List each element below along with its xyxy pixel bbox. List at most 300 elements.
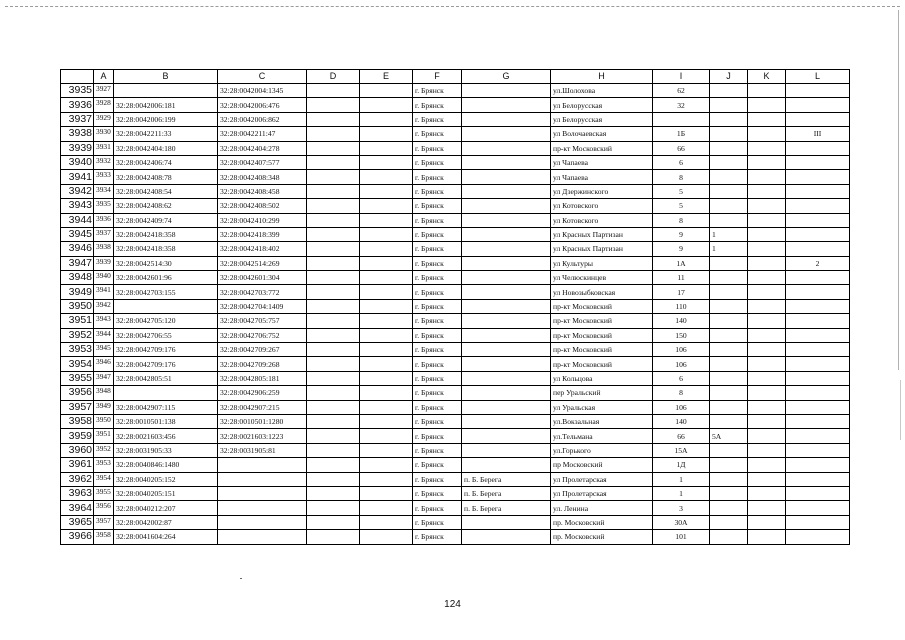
- cell-h[interactable]: ул Дзержинского: [551, 184, 653, 198]
- cell-e[interactable]: [360, 515, 413, 529]
- row-number[interactable]: 3939: [61, 141, 94, 155]
- cell-c[interactable]: 32:28:0042004:1345: [218, 84, 307, 98]
- cell-e[interactable]: [360, 155, 413, 169]
- cell-h[interactable]: ул Котовского: [551, 213, 653, 227]
- cell-c[interactable]: [218, 501, 307, 515]
- cell-l[interactable]: [786, 84, 850, 98]
- cell-b[interactable]: 32:28:0042406:74: [114, 155, 218, 169]
- column-header-f[interactable]: F: [413, 70, 462, 84]
- cell-b[interactable]: 32:28:0021603:456: [114, 429, 218, 443]
- cell-j[interactable]: [710, 371, 748, 385]
- cell-l[interactable]: [786, 414, 850, 428]
- cell-l[interactable]: [786, 98, 850, 112]
- cell-i[interactable]: 1Б: [653, 127, 710, 141]
- cell-i[interactable]: 1: [653, 486, 710, 500]
- column-header-b[interactable]: B: [114, 70, 218, 84]
- cell-g[interactable]: [462, 357, 551, 371]
- cell-b[interactable]: 32:28:0042408:54: [114, 184, 218, 198]
- row-number[interactable]: 3937: [61, 112, 94, 126]
- cell-l[interactable]: [786, 271, 850, 285]
- cell-g[interactable]: [462, 443, 551, 457]
- cell-f[interactable]: г. Брянск: [413, 371, 462, 385]
- cell-b[interactable]: 32:28:0042514:30: [114, 256, 218, 270]
- cell-g[interactable]: [462, 127, 551, 141]
- cell-g[interactable]: п. Б. Берега: [462, 486, 551, 500]
- cell-e[interactable]: [360, 328, 413, 342]
- cell-a[interactable]: 3929: [94, 112, 114, 126]
- cell-d[interactable]: [307, 414, 360, 428]
- cell-e[interactable]: [360, 170, 413, 184]
- cell-f[interactable]: г. Брянск: [413, 343, 462, 357]
- cell-b[interactable]: 32:28:0042408:78: [114, 170, 218, 184]
- row-number[interactable]: 3947: [61, 256, 94, 270]
- cell-l[interactable]: [786, 112, 850, 126]
- cell-h[interactable]: ул Кольцова: [551, 371, 653, 385]
- cell-k[interactable]: [748, 472, 786, 486]
- cell-a[interactable]: 3944: [94, 328, 114, 342]
- cell-g[interactable]: п. Б. Берега: [462, 472, 551, 486]
- cell-a[interactable]: 3936: [94, 213, 114, 227]
- cell-g[interactable]: [462, 213, 551, 227]
- cell-i[interactable]: 3: [653, 501, 710, 515]
- row-number[interactable]: 3950: [61, 299, 94, 313]
- cell-c[interactable]: 32:28:0031905:81: [218, 443, 307, 457]
- cell-k[interactable]: [748, 256, 786, 270]
- cell-h[interactable]: пр-кт Московский: [551, 328, 653, 342]
- cell-c[interactable]: 32:28:0042703:772: [218, 285, 307, 299]
- cell-i[interactable]: 66: [653, 429, 710, 443]
- cell-k[interactable]: [748, 414, 786, 428]
- cell-f[interactable]: г. Брянск: [413, 299, 462, 313]
- column-header-l[interactable]: L: [786, 70, 850, 84]
- cell-d[interactable]: [307, 271, 360, 285]
- cell-j[interactable]: [710, 112, 748, 126]
- cell-l[interactable]: [786, 328, 850, 342]
- cell-d[interactable]: [307, 515, 360, 529]
- cell-e[interactable]: [360, 371, 413, 385]
- cell-k[interactable]: [748, 530, 786, 544]
- cell-j[interactable]: [710, 314, 748, 328]
- cell-l[interactable]: [786, 371, 850, 385]
- cell-g[interactable]: [462, 343, 551, 357]
- cell-h[interactable]: ул. Ленина: [551, 501, 653, 515]
- cell-c[interactable]: [218, 515, 307, 529]
- cell-f[interactable]: г. Брянск: [413, 515, 462, 529]
- cell-e[interactable]: [360, 314, 413, 328]
- cell-h[interactable]: ул Уральская: [551, 400, 653, 414]
- cell-b[interactable]: 32:28:0040205:151: [114, 486, 218, 500]
- row-number[interactable]: 3938: [61, 127, 94, 141]
- cell-f[interactable]: г. Брянск: [413, 429, 462, 443]
- cell-l[interactable]: [786, 199, 850, 213]
- cell-g[interactable]: [462, 458, 551, 472]
- cell-e[interactable]: [360, 213, 413, 227]
- cell-j[interactable]: [710, 343, 748, 357]
- cell-d[interactable]: [307, 242, 360, 256]
- cell-j[interactable]: [710, 458, 748, 472]
- cell-b[interactable]: 32:28:0042211:33: [114, 127, 218, 141]
- cell-e[interactable]: [360, 199, 413, 213]
- cell-g[interactable]: [462, 314, 551, 328]
- cell-h[interactable]: ул.Тельмана: [551, 429, 653, 443]
- cell-e[interactable]: [360, 299, 413, 313]
- cell-l[interactable]: [786, 155, 850, 169]
- cell-g[interactable]: [462, 256, 551, 270]
- cell-f[interactable]: г. Брянск: [413, 486, 462, 500]
- row-number[interactable]: 3962: [61, 472, 94, 486]
- cell-j[interactable]: [710, 127, 748, 141]
- cell-j[interactable]: [710, 199, 748, 213]
- row-number[interactable]: 3964: [61, 501, 94, 515]
- cell-j[interactable]: 1: [710, 227, 748, 241]
- cell-a[interactable]: 3951: [94, 429, 114, 443]
- cell-k[interactable]: [748, 84, 786, 98]
- cell-h[interactable]: пр-кт Московский: [551, 357, 653, 371]
- cell-d[interactable]: [307, 429, 360, 443]
- cell-d[interactable]: [307, 343, 360, 357]
- cell-f[interactable]: г. Брянск: [413, 199, 462, 213]
- cell-e[interactable]: [360, 530, 413, 544]
- cell-h[interactable]: ул.Шолохова: [551, 84, 653, 98]
- cell-h[interactable]: пр-кт Московский: [551, 141, 653, 155]
- cell-d[interactable]: [307, 328, 360, 342]
- cell-f[interactable]: г. Брянск: [413, 314, 462, 328]
- cell-a[interactable]: 3947: [94, 371, 114, 385]
- cell-a[interactable]: 3932: [94, 155, 114, 169]
- cell-f[interactable]: г. Брянск: [413, 184, 462, 198]
- cell-i[interactable]: [653, 112, 710, 126]
- cell-j[interactable]: 1: [710, 242, 748, 256]
- cell-e[interactable]: [360, 112, 413, 126]
- cell-h[interactable]: пр-кт Московский: [551, 314, 653, 328]
- cell-h[interactable]: ул Челюскинцев: [551, 271, 653, 285]
- cell-k[interactable]: [748, 501, 786, 515]
- cell-k[interactable]: [748, 299, 786, 313]
- cell-b[interactable]: 32:28:0042601:96: [114, 271, 218, 285]
- column-header-j[interactable]: J: [710, 70, 748, 84]
- cell-b[interactable]: 32:28:0042404:180: [114, 141, 218, 155]
- cell-a[interactable]: 3946: [94, 357, 114, 371]
- cell-k[interactable]: [748, 242, 786, 256]
- cell-b[interactable]: 32:28:0041604:264: [114, 530, 218, 544]
- cell-c[interactable]: 32:28:0010501:1280: [218, 414, 307, 428]
- cell-l[interactable]: [786, 213, 850, 227]
- cell-c[interactable]: 32:28:0042709:267: [218, 343, 307, 357]
- cell-c[interactable]: 32:28:0042410:299: [218, 213, 307, 227]
- cell-a[interactable]: 3956: [94, 501, 114, 515]
- cell-i[interactable]: 32: [653, 98, 710, 112]
- cell-k[interactable]: [748, 515, 786, 529]
- cell-l[interactable]: [786, 443, 850, 457]
- cell-l[interactable]: [786, 429, 850, 443]
- cell-f[interactable]: г. Брянск: [413, 112, 462, 126]
- cell-i[interactable]: 9: [653, 227, 710, 241]
- cell-j[interactable]: [710, 84, 748, 98]
- column-header-e[interactable]: E: [360, 70, 413, 84]
- cell-b[interactable]: 32:28:0042705:120: [114, 314, 218, 328]
- row-number[interactable]: 3946: [61, 242, 94, 256]
- cell-f[interactable]: г. Брянск: [413, 386, 462, 400]
- cell-i[interactable]: 101: [653, 530, 710, 544]
- cell-e[interactable]: [360, 227, 413, 241]
- cell-k[interactable]: [748, 213, 786, 227]
- cell-k[interactable]: [748, 328, 786, 342]
- cell-a[interactable]: 3957: [94, 515, 114, 529]
- row-number[interactable]: 3936: [61, 98, 94, 112]
- cell-c[interactable]: [218, 472, 307, 486]
- cell-f[interactable]: г. Брянск: [413, 328, 462, 342]
- cell-a[interactable]: 3931: [94, 141, 114, 155]
- cell-e[interactable]: [360, 472, 413, 486]
- cell-e[interactable]: [360, 84, 413, 98]
- row-number[interactable]: 3960: [61, 443, 94, 457]
- cell-a[interactable]: 3938: [94, 242, 114, 256]
- cell-d[interactable]: [307, 472, 360, 486]
- row-number[interactable]: 3940: [61, 155, 94, 169]
- cell-f[interactable]: г. Брянск: [413, 170, 462, 184]
- cell-i[interactable]: 1Д: [653, 458, 710, 472]
- cell-l[interactable]: [786, 227, 850, 241]
- cell-e[interactable]: [360, 400, 413, 414]
- cell-g[interactable]: [462, 184, 551, 198]
- cell-f[interactable]: г. Брянск: [413, 400, 462, 414]
- column-header-i[interactable]: I: [653, 70, 710, 84]
- row-number[interactable]: 3965: [61, 515, 94, 529]
- cell-d[interactable]: [307, 530, 360, 544]
- cell-a[interactable]: 3928: [94, 98, 114, 112]
- row-number[interactable]: 3954: [61, 357, 94, 371]
- cell-c[interactable]: 32:28:0042906:259: [218, 386, 307, 400]
- cell-l[interactable]: [786, 314, 850, 328]
- cell-f[interactable]: г. Брянск: [413, 98, 462, 112]
- cell-c[interactable]: 32:28:0042211:47: [218, 127, 307, 141]
- cell-k[interactable]: [748, 199, 786, 213]
- cell-a[interactable]: 3952: [94, 443, 114, 457]
- cell-h[interactable]: ул Волочаевская: [551, 127, 653, 141]
- cell-d[interactable]: [307, 314, 360, 328]
- cell-f[interactable]: г. Брянск: [413, 443, 462, 457]
- cell-j[interactable]: [710, 285, 748, 299]
- cell-i[interactable]: 62: [653, 84, 710, 98]
- cell-e[interactable]: [360, 429, 413, 443]
- cell-a[interactable]: 3950: [94, 414, 114, 428]
- cell-j[interactable]: [710, 141, 748, 155]
- cell-j[interactable]: [710, 184, 748, 198]
- cell-l[interactable]: [786, 299, 850, 313]
- cell-f[interactable]: г. Брянск: [413, 357, 462, 371]
- cell-b[interactable]: 32:28:0042907:115: [114, 400, 218, 414]
- cell-a[interactable]: 3930: [94, 127, 114, 141]
- cell-h[interactable]: пр-кт Московский: [551, 299, 653, 313]
- cell-f[interactable]: г. Брянск: [413, 141, 462, 155]
- cell-i[interactable]: 140: [653, 314, 710, 328]
- cell-a[interactable]: 3955: [94, 486, 114, 500]
- cell-i[interactable]: 6: [653, 155, 710, 169]
- cell-l[interactable]: III: [786, 127, 850, 141]
- cell-j[interactable]: [710, 170, 748, 184]
- cell-l[interactable]: [786, 486, 850, 500]
- cell-b[interactable]: 32:28:0042002:87: [114, 515, 218, 529]
- cell-i[interactable]: 110: [653, 299, 710, 313]
- row-number[interactable]: 3953: [61, 343, 94, 357]
- cell-e[interactable]: [360, 271, 413, 285]
- row-number[interactable]: 3952: [61, 328, 94, 342]
- cell-l[interactable]: [786, 386, 850, 400]
- cell-f[interactable]: г. Брянск: [413, 155, 462, 169]
- cell-h[interactable]: ул Белорусская: [551, 98, 653, 112]
- cell-b[interactable]: 32:28:0031905:33: [114, 443, 218, 457]
- row-number[interactable]: 3955: [61, 371, 94, 385]
- row-number[interactable]: 3966: [61, 530, 94, 544]
- column-header-a[interactable]: A: [94, 70, 114, 84]
- cell-h[interactable]: ул Чапаева: [551, 170, 653, 184]
- cell-d[interactable]: [307, 184, 360, 198]
- row-number[interactable]: 3957: [61, 400, 94, 414]
- cell-l[interactable]: [786, 515, 850, 529]
- row-number[interactable]: 3949: [61, 285, 94, 299]
- cell-i[interactable]: 8: [653, 386, 710, 400]
- cell-h[interactable]: ул Чапаева: [551, 155, 653, 169]
- cell-i[interactable]: 9: [653, 242, 710, 256]
- cell-g[interactable]: [462, 429, 551, 443]
- row-number[interactable]: 3959: [61, 429, 94, 443]
- cell-e[interactable]: [360, 141, 413, 155]
- cell-e[interactable]: [360, 343, 413, 357]
- cell-c[interactable]: 32:28:0042407:577: [218, 155, 307, 169]
- cell-b[interactable]: 32:28:0042805:51: [114, 371, 218, 385]
- cell-g[interactable]: [462, 386, 551, 400]
- cell-j[interactable]: [710, 400, 748, 414]
- cell-k[interactable]: [748, 386, 786, 400]
- cell-k[interactable]: [748, 184, 786, 198]
- cell-c[interactable]: 32:28:0042706:752: [218, 328, 307, 342]
- cell-k[interactable]: [748, 170, 786, 184]
- cell-h[interactable]: ул Котовского: [551, 199, 653, 213]
- cell-i[interactable]: 66: [653, 141, 710, 155]
- cell-e[interactable]: [360, 501, 413, 515]
- cell-b[interactable]: 32:28:0010501:138: [114, 414, 218, 428]
- cell-d[interactable]: [307, 299, 360, 313]
- cell-i[interactable]: 140: [653, 414, 710, 428]
- cell-k[interactable]: [748, 458, 786, 472]
- cell-d[interactable]: [307, 458, 360, 472]
- cell-i[interactable]: 15А: [653, 443, 710, 457]
- cell-i[interactable]: 1А: [653, 256, 710, 270]
- cell-h[interactable]: ул Белорусская: [551, 112, 653, 126]
- cell-b[interactable]: 32:28:0042709:176: [114, 343, 218, 357]
- cell-e[interactable]: [360, 256, 413, 270]
- cell-d[interactable]: [307, 98, 360, 112]
- cell-i[interactable]: 17: [653, 285, 710, 299]
- cell-k[interactable]: [748, 486, 786, 500]
- cell-h[interactable]: ул.Вокзальная: [551, 414, 653, 428]
- cell-g[interactable]: [462, 400, 551, 414]
- cell-b[interactable]: 32:28:0040205:152: [114, 472, 218, 486]
- cell-g[interactable]: [462, 299, 551, 313]
- cell-c[interactable]: 32:28:0042709:268: [218, 357, 307, 371]
- cell-k[interactable]: [748, 127, 786, 141]
- cell-e[interactable]: [360, 184, 413, 198]
- cell-f[interactable]: г. Брянск: [413, 271, 462, 285]
- cell-d[interactable]: [307, 155, 360, 169]
- cell-a[interactable]: 3940: [94, 271, 114, 285]
- cell-k[interactable]: [748, 314, 786, 328]
- cell-e[interactable]: [360, 98, 413, 112]
- cell-k[interactable]: [748, 400, 786, 414]
- cell-g[interactable]: [462, 371, 551, 385]
- cell-g[interactable]: [462, 271, 551, 285]
- cell-j[interactable]: 5А: [710, 429, 748, 443]
- cell-i[interactable]: 11: [653, 271, 710, 285]
- cell-l[interactable]: [786, 141, 850, 155]
- cell-f[interactable]: г. Брянск: [413, 242, 462, 256]
- cell-f[interactable]: г. Брянск: [413, 285, 462, 299]
- cell-d[interactable]: [307, 256, 360, 270]
- cell-j[interactable]: [710, 486, 748, 500]
- cell-l[interactable]: [786, 242, 850, 256]
- cell-b[interactable]: 32:28:0040212:207: [114, 501, 218, 515]
- cell-a[interactable]: 3945: [94, 343, 114, 357]
- cell-e[interactable]: [360, 458, 413, 472]
- row-number[interactable]: 3956: [61, 386, 94, 400]
- cell-d[interactable]: [307, 443, 360, 457]
- cell-c[interactable]: 32:28:0042408:502: [218, 199, 307, 213]
- cell-k[interactable]: [748, 98, 786, 112]
- cell-a[interactable]: 3949: [94, 400, 114, 414]
- cell-g[interactable]: [462, 170, 551, 184]
- cell-i[interactable]: 5: [653, 199, 710, 213]
- cell-h[interactable]: пр. Московский: [551, 515, 653, 529]
- cell-l[interactable]: [786, 501, 850, 515]
- cell-d[interactable]: [307, 112, 360, 126]
- cell-h[interactable]: ул Красных Партизан: [551, 242, 653, 256]
- cell-l[interactable]: [786, 357, 850, 371]
- corner-cell[interactable]: [61, 70, 94, 84]
- cell-l[interactable]: [786, 458, 850, 472]
- cell-e[interactable]: [360, 285, 413, 299]
- cell-d[interactable]: [307, 357, 360, 371]
- cell-l[interactable]: [786, 400, 850, 414]
- cell-d[interactable]: [307, 400, 360, 414]
- cell-c[interactable]: 32:28:0042408:348: [218, 170, 307, 184]
- cell-d[interactable]: [307, 371, 360, 385]
- cell-f[interactable]: г. Брянск: [413, 213, 462, 227]
- cell-j[interactable]: [710, 271, 748, 285]
- row-number[interactable]: 3963: [61, 486, 94, 500]
- cell-k[interactable]: [748, 285, 786, 299]
- cell-a[interactable]: 3939: [94, 256, 114, 270]
- cell-a[interactable]: 3943: [94, 314, 114, 328]
- cell-c[interactable]: 32:28:0042705:757: [218, 314, 307, 328]
- row-number[interactable]: 3958: [61, 414, 94, 428]
- cell-l[interactable]: [786, 472, 850, 486]
- row-number[interactable]: 3944: [61, 213, 94, 227]
- cell-b[interactable]: 32:28:0042408:62: [114, 199, 218, 213]
- cell-k[interactable]: [748, 155, 786, 169]
- cell-j[interactable]: [710, 299, 748, 313]
- cell-i[interactable]: 106: [653, 400, 710, 414]
- cell-e[interactable]: [360, 443, 413, 457]
- cell-c[interactable]: 32:28:0042404:278: [218, 141, 307, 155]
- cell-d[interactable]: [307, 486, 360, 500]
- cell-g[interactable]: [462, 530, 551, 544]
- cell-k[interactable]: [748, 112, 786, 126]
- cell-a[interactable]: 3958: [94, 530, 114, 544]
- cell-e[interactable]: [360, 242, 413, 256]
- cell-i[interactable]: 8: [653, 170, 710, 184]
- cell-h[interactable]: пр. Московский: [551, 530, 653, 544]
- cell-f[interactable]: г. Брянск: [413, 256, 462, 270]
